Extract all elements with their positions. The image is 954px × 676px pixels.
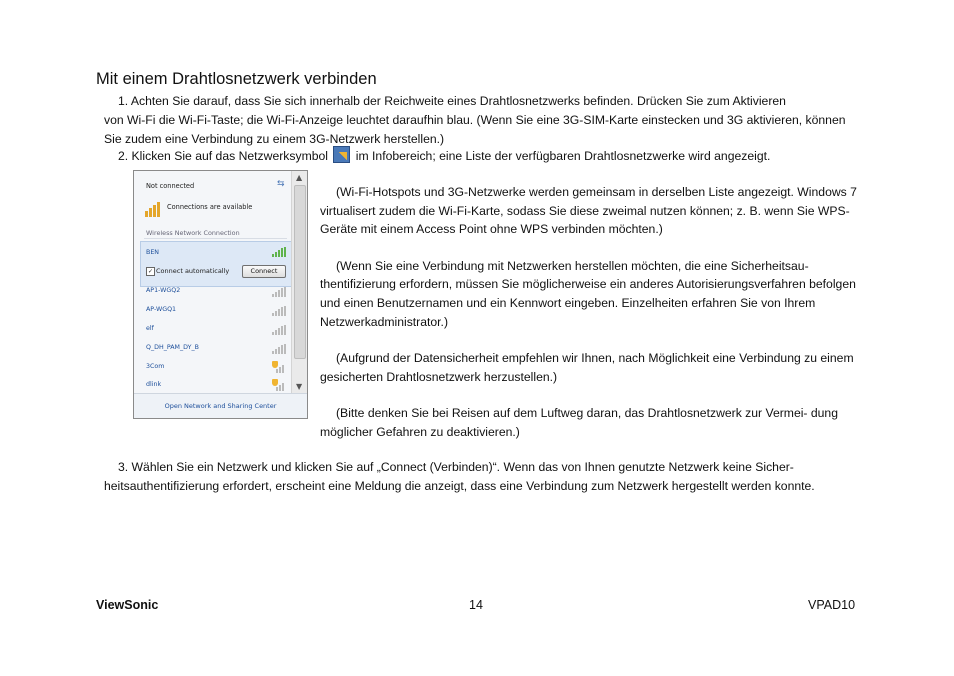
- signal-strength-icon: [272, 325, 286, 335]
- step-2-text: [104, 146, 864, 166]
- note-1: (Wi-Fi-Hotspots und 3G-Netzwerke werden gemeinsam in derselben Liste angezeigt. Windows 7 virtualisert zudem die Wi-Fi-Karte, sodass Sie diese zweimal nutzen können; z. B. wenn Sie WPS-Geräte mit einem Access Point ohne WPS verbinden möchten.): [320, 185, 857, 237]
- signal-strength-icon: [272, 344, 286, 354]
- signal-strength-icon: [276, 381, 286, 391]
- section-divider: [144, 238, 287, 239]
- connect-button[interactable]: Connect: [242, 265, 286, 278]
- network-list-panel: [134, 171, 290, 391]
- network-list-item[interactable]: AP-WGQ1: [146, 306, 177, 313]
- note-2: (Wenn Sie eine Verbindung mit Netzwerken herstellen möchten, die eine Sicherheitsau- thentifizierung erfordern, müssen Sie möglicherweise ein anderes Autorisierungsverfahren befolgen und einen Benutzernamen und ein Kennwort eingeben. Einzelheiten erfahren Sie von Ihrem Netzwerkadministrator.): [320, 258, 856, 329]
- connection-status: Not connected: [146, 182, 195, 190]
- connect-auto-checkbox[interactable]: ✓: [147, 268, 154, 275]
- note-3: (Aufgrund der Datensicherheit empfehlen wir Ihnen, nach Möglichkeit eine Verbindung zu einem gesicherten Drahtlosnetzwerk herzustellen.): [320, 351, 854, 384]
- network-list-item[interactable]: AP1-WGQ2: [146, 287, 181, 294]
- step-1-text: [104, 92, 864, 149]
- available-signal-icon: [145, 199, 163, 217]
- notes-column: [320, 183, 860, 460]
- footer-brand: ViewSonic: [96, 598, 159, 612]
- scrollbar-thumb[interactable]: [294, 185, 306, 359]
- network-list-item[interactable]: Q_DH_PAM_DY_B: [146, 344, 199, 351]
- step-1-first-line: 1. Achten Sie darauf, dass Sie sich innerhalb der Reichweite eines Drahtlosnetzwerks befinden. Drücken Sie zum Aktivieren: [118, 94, 786, 108]
- page-number: 14: [469, 598, 483, 612]
- signal-strength-icon: [272, 306, 286, 316]
- signal-strength-icon: [272, 247, 286, 257]
- connect-auto-label: Connect automatically: [156, 267, 230, 275]
- scrollbar[interactable]: [291, 171, 307, 393]
- connections-available-text: Connections are available: [167, 203, 253, 211]
- step-2-before: 2. Klicken Sie auf das Netzwerksymbol: [118, 149, 328, 163]
- scroll-up-arrow-icon[interactable]: ▲: [296, 173, 303, 182]
- step-3-continuation: heitsauthentifizierung erfordert, erscheint eine Meldung die anzeigt, dass eine Verbindung zum Netzwerk hergestellt werden konnte.: [104, 479, 815, 493]
- footer-model: VPAD10: [808, 598, 856, 612]
- signal-strength-icon: [272, 287, 286, 297]
- selected-network-row[interactable]: [140, 241, 292, 287]
- step-3-first-line: 3. Wählen Sie ein Netzwerk und klicken Sie auf „Connect (Verbinden)“. Wenn das von Ihnen genutzte Netzwerk keine Sicher-: [118, 460, 794, 474]
- section-label: Wireless Network Connection: [146, 229, 240, 237]
- step-2-after: im Infobereich; eine Liste der verfügbaren Drahtlosnetzwerke wird angezeigt.: [355, 149, 771, 163]
- signal-strength-icon: [276, 363, 286, 373]
- note-4: (Bitte denken Sie bei Reisen auf dem Luftweg daran, das Drahtlosnetzwerk zur Vermei- dung möglicher Gefahren zu deaktivieren.): [320, 406, 838, 439]
- network-tray-icon: [333, 146, 350, 163]
- scroll-down-arrow-icon[interactable]: ▼: [296, 382, 303, 391]
- network-list-item[interactable]: dlink: [146, 381, 162, 388]
- step-3-text: [104, 458, 854, 496]
- refresh-icon[interactable]: ⇆: [277, 179, 285, 189]
- page-title: Mit einem Drahtlosnetzwerk verbinden: [96, 70, 377, 88]
- network-list-item[interactable]: elf: [146, 325, 154, 332]
- wireless-network-popup: [133, 170, 308, 419]
- open-network-center-link[interactable]: Open Network and Sharing Center: [134, 393, 307, 419]
- network-list-item[interactable]: 3Com: [146, 363, 165, 370]
- step-1-continuation: von Wi-Fi die Wi-Fi-Taste; die Wi-Fi-Anzeige leuchtet daraufhin blau. (Wenn Sie eine 3G-SIM-Karte einstecken und 3G aktivieren, können Sie zudem eine Verbindung zu einem 3G-Netzwerk herstellen.): [104, 113, 846, 146]
- network-ben[interactable]: BEN: [146, 249, 160, 256]
